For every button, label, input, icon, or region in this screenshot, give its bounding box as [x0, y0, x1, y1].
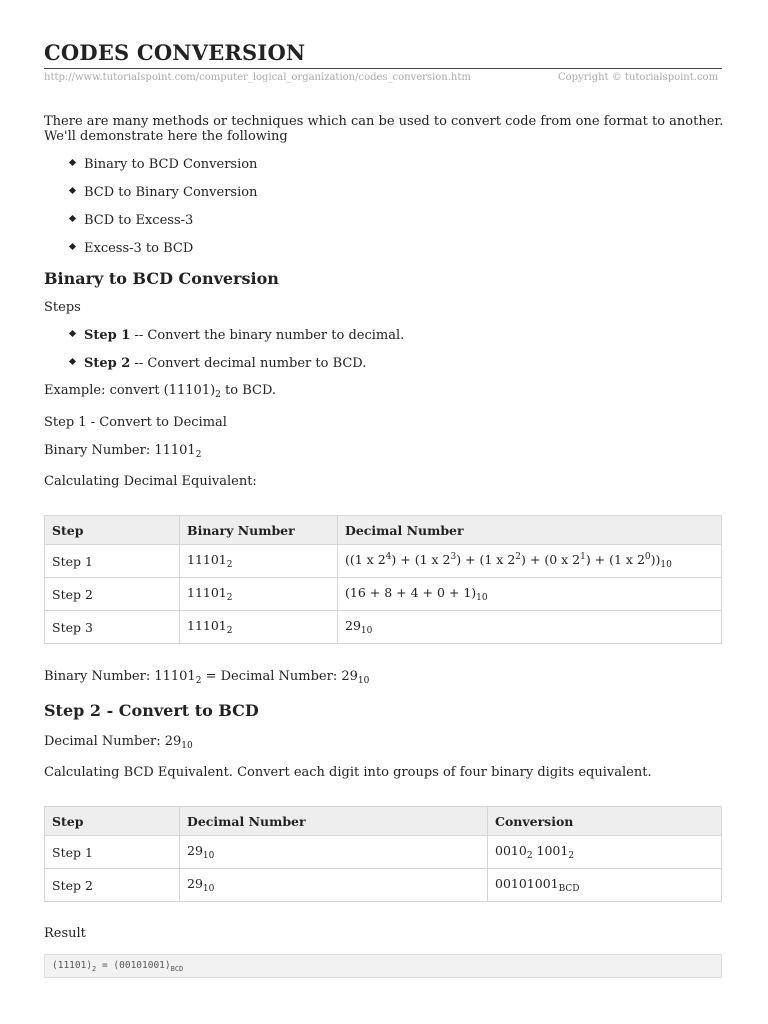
steps-label: Steps: [44, 300, 81, 315]
table-row: Step 1 $29_{10}$ $0010_2$ $1001_2$: [45, 836, 722, 869]
result-label: Result: [44, 926, 86, 941]
copyright: Copyright © tutorialspoint.com: [558, 72, 719, 83]
bullet-icon: [69, 358, 76, 365]
list-item: Excess-3 to BCD: [84, 241, 193, 256]
list-item: Step 2 -- Convert decimal number to BCD.: [84, 356, 366, 371]
page-title: CODES CONVERSION: [44, 40, 306, 65]
intro-paragraph: There are many methods or techniques which can be used to convert code from one format to another. We'll demonstrate here the following: [44, 114, 724, 144]
table-row: Step 1 $11101_2$ ((1 x $2^4) + (1$ x $2^3) + (1$ x $2^2) + (0$ x $2^1) + (1$ x $2^0))_{10}$: [45, 545, 722, 578]
table-header-row: Step Decimal Number Conversion: [45, 807, 722, 836]
source-url[interactable]: http://www.tutorialspoint.com/computer_logical_organization/codes_conversion.htm: [44, 72, 471, 83]
binary-number-label: Binary Number: $11101_2$: [44, 443, 202, 460]
bullet-icon: [69, 330, 76, 337]
bcd-table: [44, 806, 722, 902]
list-item: BCD to Binary Conversion: [84, 185, 257, 200]
table-row: Step 2 $11101_2$ $(16 + 8 + 4 + 0 + 1)_{10}$: [45, 578, 722, 611]
section-heading-convert-to-bcd: Step 2 - Convert to BCD: [44, 701, 259, 720]
bullet-icon: [69, 243, 76, 250]
list-item: Step 1 -- Convert the binary number to decimal.: [84, 328, 404, 343]
bullet-icon: [69, 187, 76, 194]
list-item: BCD to Excess-3: [84, 213, 193, 228]
calculating-label: Calculating Decimal Equivalent:: [44, 474, 257, 489]
section-heading-binary-to-bcd: Binary to BCD Conversion: [44, 269, 279, 288]
bullet-icon: [69, 159, 76, 166]
summary-line: Binary Number: $11101_2$ = Decimal Number: $29_{10}$: [44, 669, 370, 686]
bcd-calculating-label: Calculating BCD Equivalent. Convert each digit into groups of four binary digits equivalent.: [44, 765, 652, 780]
bullet-icon: [69, 215, 76, 222]
table-row: Step 3 $11101_2$ $29_{10}$: [45, 611, 722, 644]
decimal-number-label: Decimal Number: $29_{10}$: [44, 734, 193, 751]
table-header-row: Step Binary Number Decimal Number: [45, 516, 722, 545]
decimal-table: [44, 515, 722, 644]
list-item: Binary to BCD Conversion: [84, 157, 257, 172]
step1-title: Step 1 - Convert to Decimal: [44, 415, 227, 430]
result-code-block: $(11101)_2 = (00101001)_{BCD}$: [44, 954, 722, 978]
table-row: Step 2 $29_{10}$ $00101001_{BCD}$: [45, 869, 722, 902]
title-divider: [44, 68, 722, 69]
example-text: Example: convert $(11101)_2$ to BCD.: [44, 383, 277, 400]
